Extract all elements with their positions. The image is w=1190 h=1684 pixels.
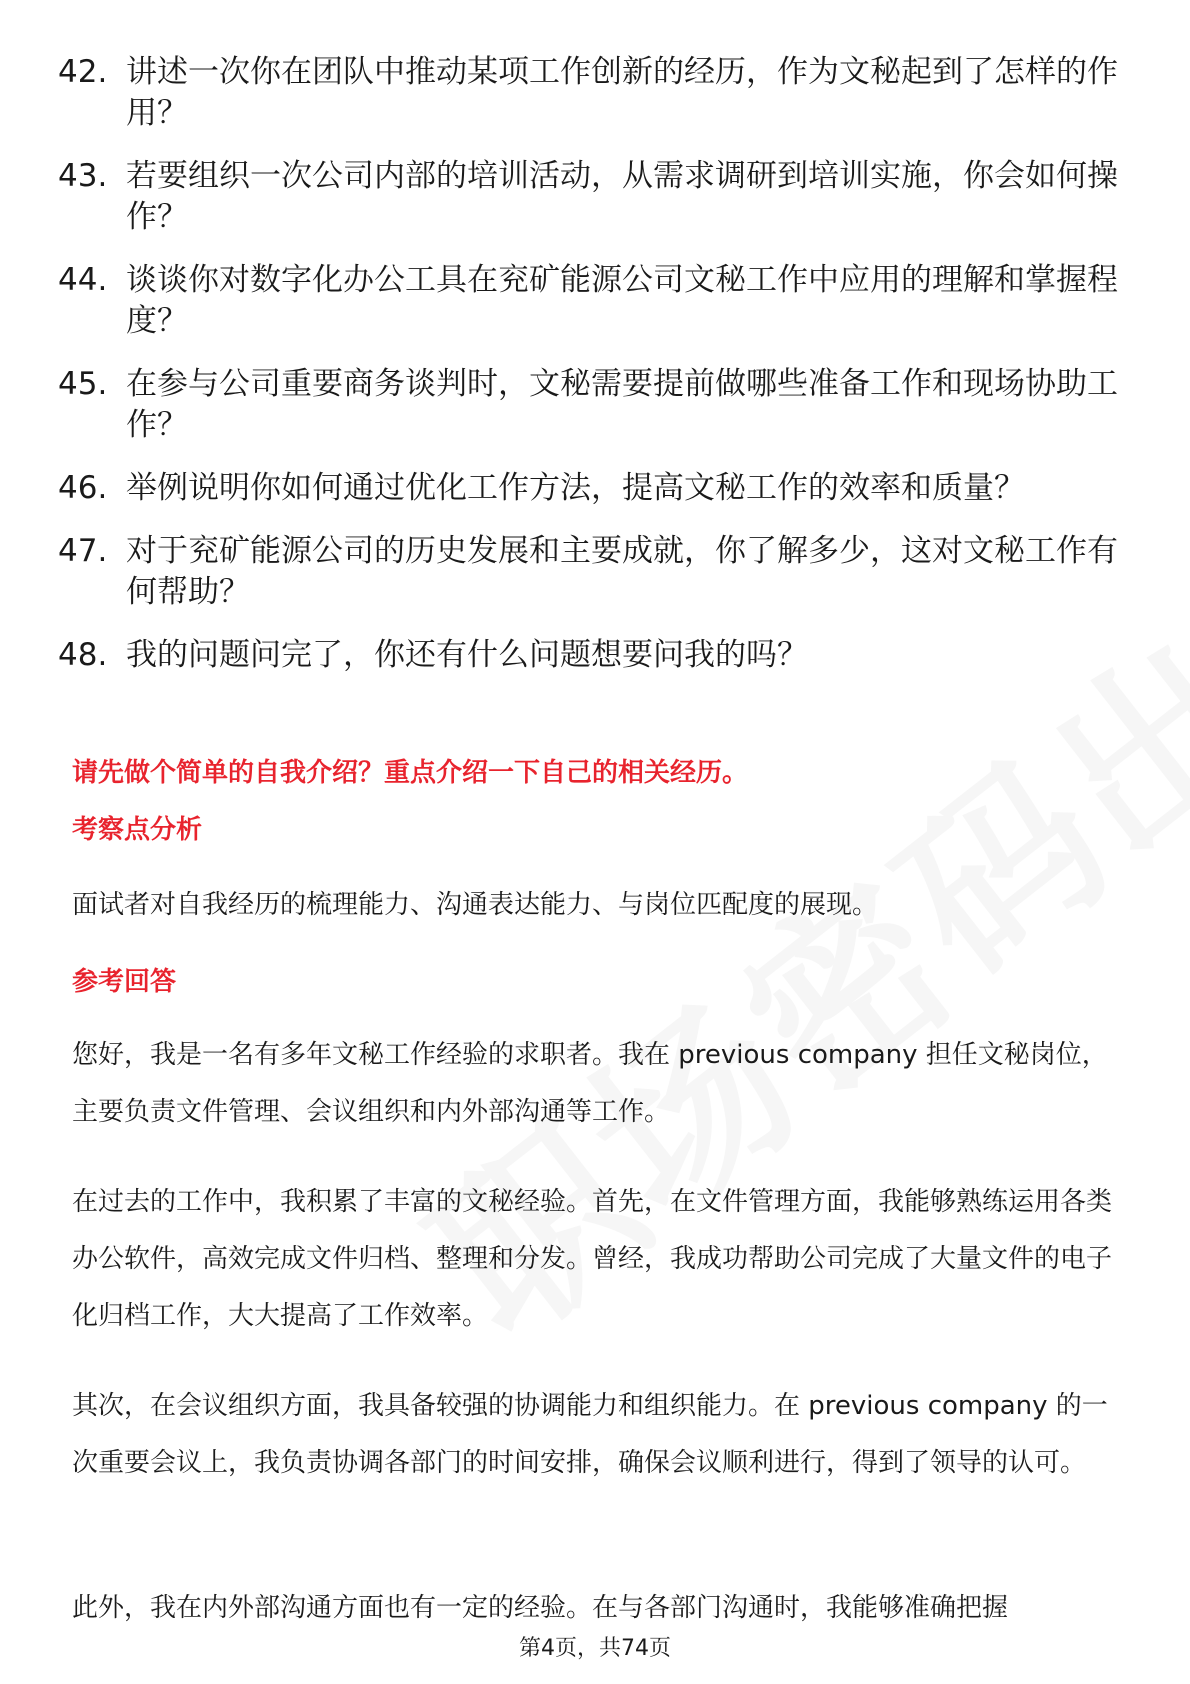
- question-list: [58, 52, 1128, 698]
- page-number: 第4页，共74页: [519, 1636, 671, 1661]
- question-item-44: [58, 260, 1128, 342]
- question-item-42: [58, 52, 1128, 134]
- question-item-43: [58, 156, 1128, 238]
- question-number: 42.: [58, 54, 108, 90]
- answer-paragraph-4: 此外，我在内外部沟通方面也有一定的经验。在与各部门沟通时，我能够准确把握: [72, 1593, 1009, 1623]
- reference-heading: 参考回答: [72, 967, 177, 997]
- question-text: 举例说明你如何通过优化工作方法，提高文秘工作的效率和质量？: [126, 470, 1025, 506]
- analysis-text: 面试者对自我经历的梳理能力、沟通表达能力、与岗位匹配度的展现。: [72, 890, 879, 920]
- question-item-46: [58, 468, 1128, 509]
- answer-question-heading: 请先做个简单的自我介绍？重点介绍一下自己的相关经历。: [72, 758, 749, 788]
- question-text: 在参与公司重要商务谈判时，文秘需要提前做哪些准备工作和现场协助工作？: [126, 366, 1118, 443]
- question-number: 48.: [58, 637, 108, 673]
- answer-paragraph-2: 在过去的工作中，我积累了丰富的文秘经验。首先，在文件管理方面，我能够熟练运用各类办公软件，高效完成文件归档、整理和分发。曾经，我成功帮助公司完成了大量文件的电子化归档工作，大大提高了工作效率。: [72, 1187, 1113, 1331]
- question-text: 对于兖矿能源公司的历史发展和主要成就，你了解多少，这对文秘工作有何帮助？: [126, 533, 1118, 610]
- question-item-47: [58, 531, 1128, 613]
- answer-paragraph-1: 您好，我是一名有多年文秘工作经验的求职者。我在 previous company 担任文秘岗位，主要负责文件管理、会议组织和内外部沟通等工作。: [72, 1040, 1108, 1127]
- question-text: 若要组织一次公司内部的培训活动，从需求调研到培训实施，你会如何操作？: [126, 158, 1118, 235]
- question-number: 46.: [58, 470, 108, 506]
- answer-paragraph-3: 其次，在会议组织方面，我具备较强的协调能力和组织能力。在 previous company 的一次重要会议上，我负责协调各部门的时间安排，确保会议顺利进行，得到了领导的认可。: [72, 1391, 1108, 1478]
- question-text: 谈谈你对数字化办公工具在兖矿能源公司文秘工作中应用的理解和掌握程度？: [126, 262, 1118, 339]
- analysis-heading: 考察点分析: [72, 815, 203, 845]
- question-number: 44.: [58, 262, 108, 298]
- question-number: 43.: [58, 158, 108, 194]
- question-number: 47.: [58, 533, 108, 569]
- question-item-45: [58, 364, 1128, 446]
- question-text: 我的问题问完了，你还有什么问题想要问我的吗？: [126, 637, 808, 673]
- question-item-48: [58, 635, 1128, 676]
- question-text: 讲述一次你在团队中推动某项工作创新的经历，作为文秘起到了怎样的作用？: [126, 54, 1118, 131]
- question-number: 45.: [58, 366, 108, 402]
